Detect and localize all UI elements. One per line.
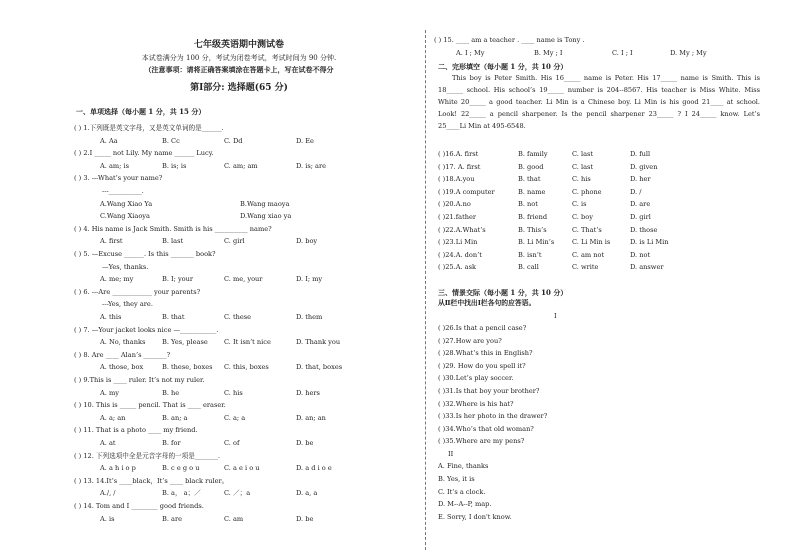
dialog-item: ( )31.Is that boy your brother? (438, 387, 540, 395)
option: B. an; a (162, 413, 188, 422)
cloze-option: C. write (572, 263, 599, 272)
option: B. Yes, please (162, 338, 208, 347)
option: B. that (162, 313, 185, 321)
option: A. my (100, 388, 119, 397)
dialog-item: ( )28.What’s this in English? (438, 349, 533, 358)
option: A. a; an (100, 413, 126, 422)
section-2-title: 二、完形填空（每小题 1 分，共 10 分） (438, 62, 568, 71)
option: D. Thank you (296, 338, 341, 347)
option: A. a h i o p (100, 464, 136, 473)
answer-item: D. M--A--P, map. (438, 500, 492, 509)
option: D. hers (296, 388, 320, 397)
cloze-option: B. friend (518, 213, 548, 221)
exam-note-1: 本试卷满分为 100 分，考试为闭卷考试，考试时间为 90 分钟. (141, 54, 337, 62)
question-stem: ( ) 12. 下列选项中全是元音字母的一项是_______. (74, 451, 220, 460)
exam-title: 七年级英语期中测试卷 (193, 40, 284, 50)
option: C. this, boxes (224, 363, 269, 372)
option: B. c e g o u (162, 464, 200, 473)
question-stem: ( ) 2.I _____ not Lily. My name ______ Lucy. (74, 149, 214, 158)
cloze-option: ( )19.A computer (438, 187, 495, 196)
cloze-option: C. last (572, 150, 594, 158)
option: D. a d i o e (296, 464, 332, 473)
dialog-item: ( )29. How do you spell it? (438, 361, 526, 370)
section-1-title: 一、单项选择（每小题 1 分，共 15 分） (76, 107, 206, 116)
dialog-item: ( )26.Is that a pencil case? (438, 324, 527, 332)
answer-item: B. Yes, it is (438, 474, 475, 483)
question-stem: ( ) 14. Tom and I ________ good friends. (74, 502, 204, 510)
cloze-option: C. Li Min is (572, 238, 611, 247)
cloze-option: ( )24.A. don’t (438, 250, 482, 259)
cloze-option: B. call (518, 263, 539, 272)
option: A.Wang Xiao Ya (100, 199, 153, 208)
cloze-option: B. isn’t (518, 250, 542, 259)
cloze-option: ( )22.A.What’s (438, 225, 486, 234)
option: D. I; my (296, 275, 323, 284)
cloze-option: ( )25.A. ask (438, 263, 476, 272)
question-sub-line: ---Yes, they are. (102, 300, 153, 309)
question-stem: ( ) 9.This is ____ ruler. It’s not my ruler. (74, 376, 205, 384)
question-stem: ( ) 8. Are ____ Alan’s _______? (74, 350, 171, 359)
option: B. I; your (162, 275, 194, 284)
option: C. ／；a (224, 489, 251, 498)
option: C. a e i o u (224, 464, 260, 473)
cloze-option: D. given (630, 162, 658, 171)
option: B. he (162, 388, 180, 397)
option: C. me, your (224, 275, 263, 284)
question-stem: ( ) 6. ---Are ____________ your parents? (74, 287, 201, 296)
cloze-option: ( )21.father (438, 213, 477, 221)
option: A. Aa (100, 136, 118, 145)
option: D. boy (296, 237, 318, 246)
dialog-item: ( )32.Where is his hat? (438, 399, 514, 408)
question-sub-line: —Yes, thanks. (102, 262, 149, 271)
cloze-option: ( )23.Li Min (438, 238, 478, 247)
option: D. be (296, 439, 314, 447)
question-sub-line: ---__________. (102, 187, 144, 195)
option: A./, / (100, 489, 116, 498)
question-stem: ( ) 10. This is _____ pencil. That is ____ eraser. (74, 401, 226, 410)
cloze-option: C. phone (572, 187, 602, 196)
cloze-option: C. am not (572, 250, 605, 259)
cloze-passage: This boy is Peter Smith. His 16_____ name is Peter. His 17_____ name is Smith. This is 18_____ school. His school’s 19_____ number is 204--8567. His teacher is Miss White. Miss White 20_____ a good teacher. Li Min is a Chinese boy. Li Min is his good 21____ at school. Look! 22_____ a pencil sharpener. Is the pencil sharpener 23_____ ? I 24_____ know. Let’s 25____Li Min at 495-6548. (438, 74, 760, 130)
question-stem: ( ) 1.下列既是英文字母，又是英文单词的是______. (74, 124, 224, 132)
option: C. these (224, 313, 252, 321)
option: A. those, box (100, 363, 144, 372)
dialog-item: ( )34.Who’s that old woman? (438, 424, 534, 433)
exam-note-2: （注意事项：请将正确答案填涂在答题卡上，写在试卷不得分 (144, 65, 334, 74)
option: D. is; are (296, 161, 327, 170)
cloze-option: C. his (572, 175, 591, 184)
answer-item: A. Fine, thanks (438, 462, 489, 470)
question-stem: ( ) 7. —Your jacket looks nice —___________. (74, 325, 219, 334)
option: D. Ee (296, 136, 314, 145)
cloze-option: B. name (518, 187, 546, 196)
question-stem: ( ) 3. ---What’s your name? (74, 174, 163, 183)
option: D.Wang xiao ya (240, 212, 292, 221)
q15-stem: ( ) 15. ____ am a teacher . ____ name is Tony . (434, 36, 585, 44)
cloze-option: D. girl (630, 213, 651, 221)
option: C. girl (224, 237, 245, 246)
option: D. that, boxes (296, 363, 343, 372)
cloze-option: B. not (518, 200, 538, 209)
cloze-option: D. are (630, 200, 651, 209)
option: A. this (100, 313, 122, 321)
option: D. My ; My (670, 49, 707, 57)
column-2-label: II (448, 450, 454, 458)
option: B. Cc (162, 136, 180, 145)
answer-item: E. Sorry, I don't know. (438, 513, 512, 522)
option: B. is; is (162, 161, 187, 170)
option: A. me; my (100, 275, 134, 284)
cloze-option: D. not (630, 250, 651, 259)
cloze-option: D. full (630, 150, 651, 158)
option: C.Wang Xiaoya (100, 212, 150, 221)
dialog-item: ( )33.Is her photo in the drawer? (438, 412, 548, 421)
option: C. his (224, 388, 243, 397)
option: D. an; an (296, 413, 326, 422)
cloze-option: B. Li Min’s (518, 238, 555, 247)
cloze-option: C. last (572, 162, 594, 171)
part-1-heading: 第Ⅰ部分: 选择题(65 分) (190, 83, 288, 93)
cloze-option: D. her (630, 175, 651, 184)
option: C. am; am (224, 161, 258, 170)
option: A. at (100, 439, 116, 447)
option: D. a, a (296, 489, 318, 498)
question-stem: ( ) 11. That is a photo ____ my friend. (74, 426, 198, 435)
option: B. these, boxes (162, 363, 213, 372)
question-stem: ( ) 13. 14.It’s ____black，It’s ____ black ruler。 (74, 476, 229, 485)
option: C. a; a (224, 413, 246, 422)
cloze-option: ( )16.A. first (438, 150, 479, 158)
option: B. last (162, 237, 184, 246)
dialog-item: ( )30.Let’s play soccer. (438, 374, 514, 383)
cloze-option: D. those (630, 225, 658, 234)
cloze-option: C. is (572, 200, 587, 209)
option: A. I ; My (456, 49, 485, 57)
option: D. be (296, 514, 314, 523)
dialog-item: ( )35.Where are my pens? (438, 437, 525, 446)
option: A. first (100, 237, 123, 246)
answer-item: C. It’s a clock. (438, 487, 486, 496)
option: B.Wang maoya (240, 199, 290, 208)
option: C. It isn’t nice (224, 338, 271, 347)
column-divider (425, 30, 426, 550)
option: D. them (296, 313, 323, 321)
cloze-option: C. That’s (572, 225, 602, 234)
option: C. am (224, 514, 244, 523)
cloze-option: B. good (518, 162, 544, 171)
cloze-option: C. boy (572, 213, 593, 221)
cloze-option: D. answer (630, 263, 664, 272)
option: B. My ; I (534, 49, 563, 57)
option: B. are (162, 514, 183, 523)
cloze-option: B. family (518, 150, 548, 158)
option: A. is (100, 514, 115, 523)
dialog-item: ( )27.How are you? (438, 336, 502, 345)
option: A. No, thanks (100, 338, 146, 347)
question-stem: ( ) 4. His name is Jack Smith. Smith is his __________ name? (74, 224, 272, 233)
cloze-option: B. that (518, 175, 541, 184)
option: B. for (162, 439, 181, 447)
section-3-instruction: 从Ⅱ栏中找出Ⅰ栏各句的应答语。 (438, 299, 536, 307)
option: C. of (224, 439, 240, 447)
cloze-option: ( )20.A.no (438, 200, 471, 209)
section-3-title: 三、情景交际（每小题 1 分，共 10 分） (438, 288, 568, 297)
option: B. a， a；／ (162, 489, 201, 498)
column-1-label: I (554, 312, 557, 320)
option: A. am; is (100, 161, 129, 170)
cloze-option: D. / (630, 187, 642, 196)
cloze-option: D. is Li Min (630, 238, 669, 247)
cloze-option: ( )18.A.you (438, 175, 475, 184)
option: C. I ; I (612, 49, 633, 57)
cloze-option: ( )17. A. first (438, 162, 481, 171)
cloze-option: B. This’s (518, 225, 547, 234)
question-stem: ( ) 5. —Excuse ______. Is this _______ book? (74, 250, 216, 258)
option: C. Dd (224, 136, 243, 145)
